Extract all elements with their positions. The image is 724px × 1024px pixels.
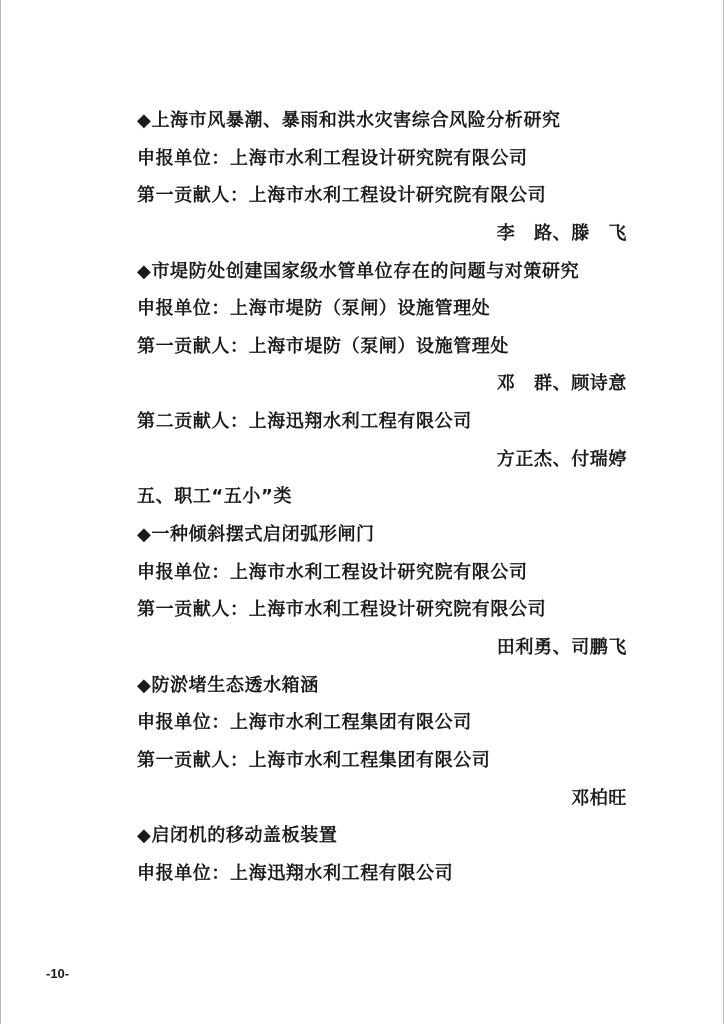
- contributor-line: 第一贡献人：上海市水利工程集团有限公司: [137, 749, 491, 771]
- page-border-left: [0, 0, 1, 1024]
- names-line: 邓柏旺: [571, 787, 627, 809]
- names-line: 方正杰、付瑞婷: [496, 448, 627, 470]
- names-line: 李 路、滕 飞: [496, 222, 627, 244]
- applicant-line: 申报单位：上海市水利工程设计研究院有限公司: [137, 147, 528, 169]
- section-heading-five-small: 五、职工“五小”类: [137, 486, 293, 508]
- contributor-line: 第一贡献人：上海市水利工程设计研究院有限公司: [137, 185, 547, 207]
- names-line: 田利勇、司鹏飞: [496, 636, 627, 658]
- applicant-line: 申报单位：上海市水利工程设计研究院有限公司: [137, 561, 528, 583]
- second-contributor-line: 第二贡献人：上海迅翔水利工程有限公司: [137, 411, 472, 433]
- applicant-line: 申报单位：上海迅翔水利工程有限公司: [137, 862, 454, 884]
- project-title-cover-plate: ◆启闭机的移动盖板装置: [137, 825, 338, 847]
- award-list: [137, 102, 627, 892]
- page-number: -10-: [46, 966, 70, 981]
- project-title-levee-management: ◆市堤防处创建国家级水管单位存在的问题与对策研究: [137, 260, 580, 282]
- project-title-arc-gate: ◆一种倾斜摆式启闭弧形闸门: [137, 524, 375, 546]
- project-title-storm-surge-risk: ◆上海市风暴潮、暴雨和洪水灾害综合风险分析研究: [137, 110, 561, 131]
- applicant-line: 申报单位：上海市水利工程集团有限公司: [137, 712, 472, 734]
- contributor-line: 第一贡献人：上海市堤防（泵闸）设施管理处: [137, 335, 509, 357]
- project-title-culvert: ◆防淤堵生态透水箱涵: [137, 674, 319, 696]
- contributor-line: 第一贡献人：上海市水利工程设计研究院有限公司: [137, 599, 547, 621]
- applicant-line: 申报单位：上海市堤防（泵闸）设施管理处: [137, 298, 491, 320]
- names-line: 邓 群、顾诗意: [496, 373, 627, 395]
